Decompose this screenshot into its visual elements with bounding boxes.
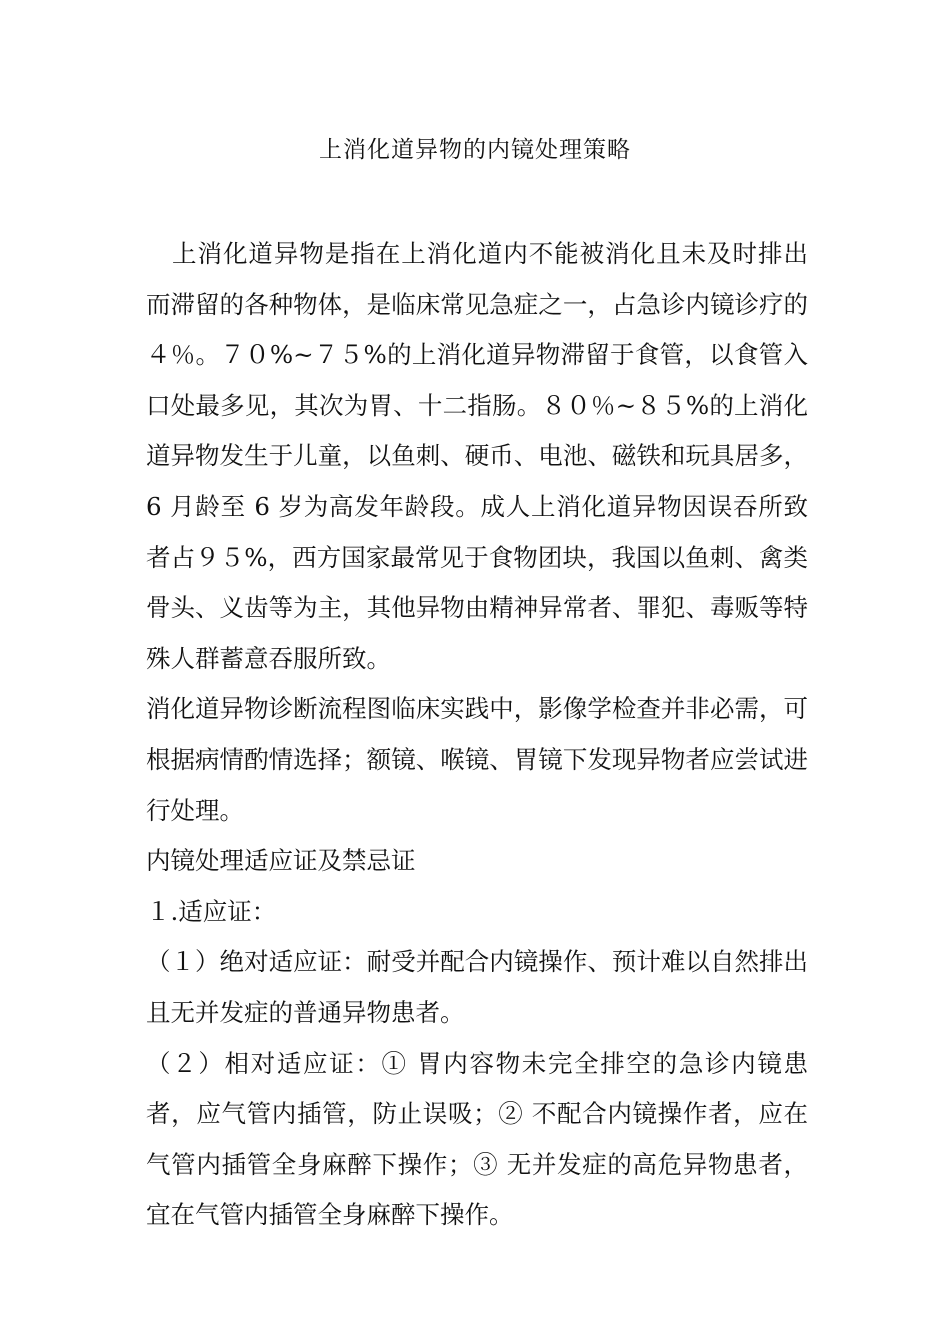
- paragraph-absolute-indications: （１）绝对适应证：耐受并配合内镜操作、预计难以自然排出且无并发症的普通异物患者。: [146, 947, 808, 1027]
- section-heading-indications: 内镜处理适应证及禁忌证: [146, 846, 416, 876]
- document-body: [146, 229, 808, 1241]
- document-title: 上消化道异物的内镜处理策略: [319, 137, 631, 163]
- subsection-heading-indications: １.适应证：: [146, 896, 277, 926]
- paragraph-diagnosis-flow: 消化道异物诊断流程图临床实践中，影像学检查并非必需，可根据病情酌情选择；额镜、喉镜、胃镜下发现异物者应尝试进行处理。: [146, 694, 808, 825]
- paragraph-intro: 上消化道异物是指在上消化道内不能被消化且未及时排出而滞留的各种物体，是临床常见急症之一，占急诊内镜诊疗的４％。７０%~７５%的上消化道异物滞留于食管，以食管入口处最多见，其次为胃、十二指肠。８０％~８５%的上消化道异物发生于儿童，以鱼刺、硬币、电池、磁铁和玩具居多，6 月龄至 6 岁为高发年龄段。成人上消化道异物因误吞所致者占９５%，西方国家最常见于食物团块，我国以鱼刺、禽类骨头、义齿等为主，其他异物由精神异常者、罪犯、毒贩等特殊人群蓄意吞服所致。: [146, 239, 808, 673]
- paragraph-relative-indications: （２）相对适应证：① 胃内容物未完全排空的急诊内镜患者，应气管内插管，防止误吸；② 不配合内镜操作者，应在气管内插管全身麻醉下操作；③ 无并发症的高危异物患者，宜在气管内插管全身麻醉下操作。: [146, 1048, 808, 1230]
